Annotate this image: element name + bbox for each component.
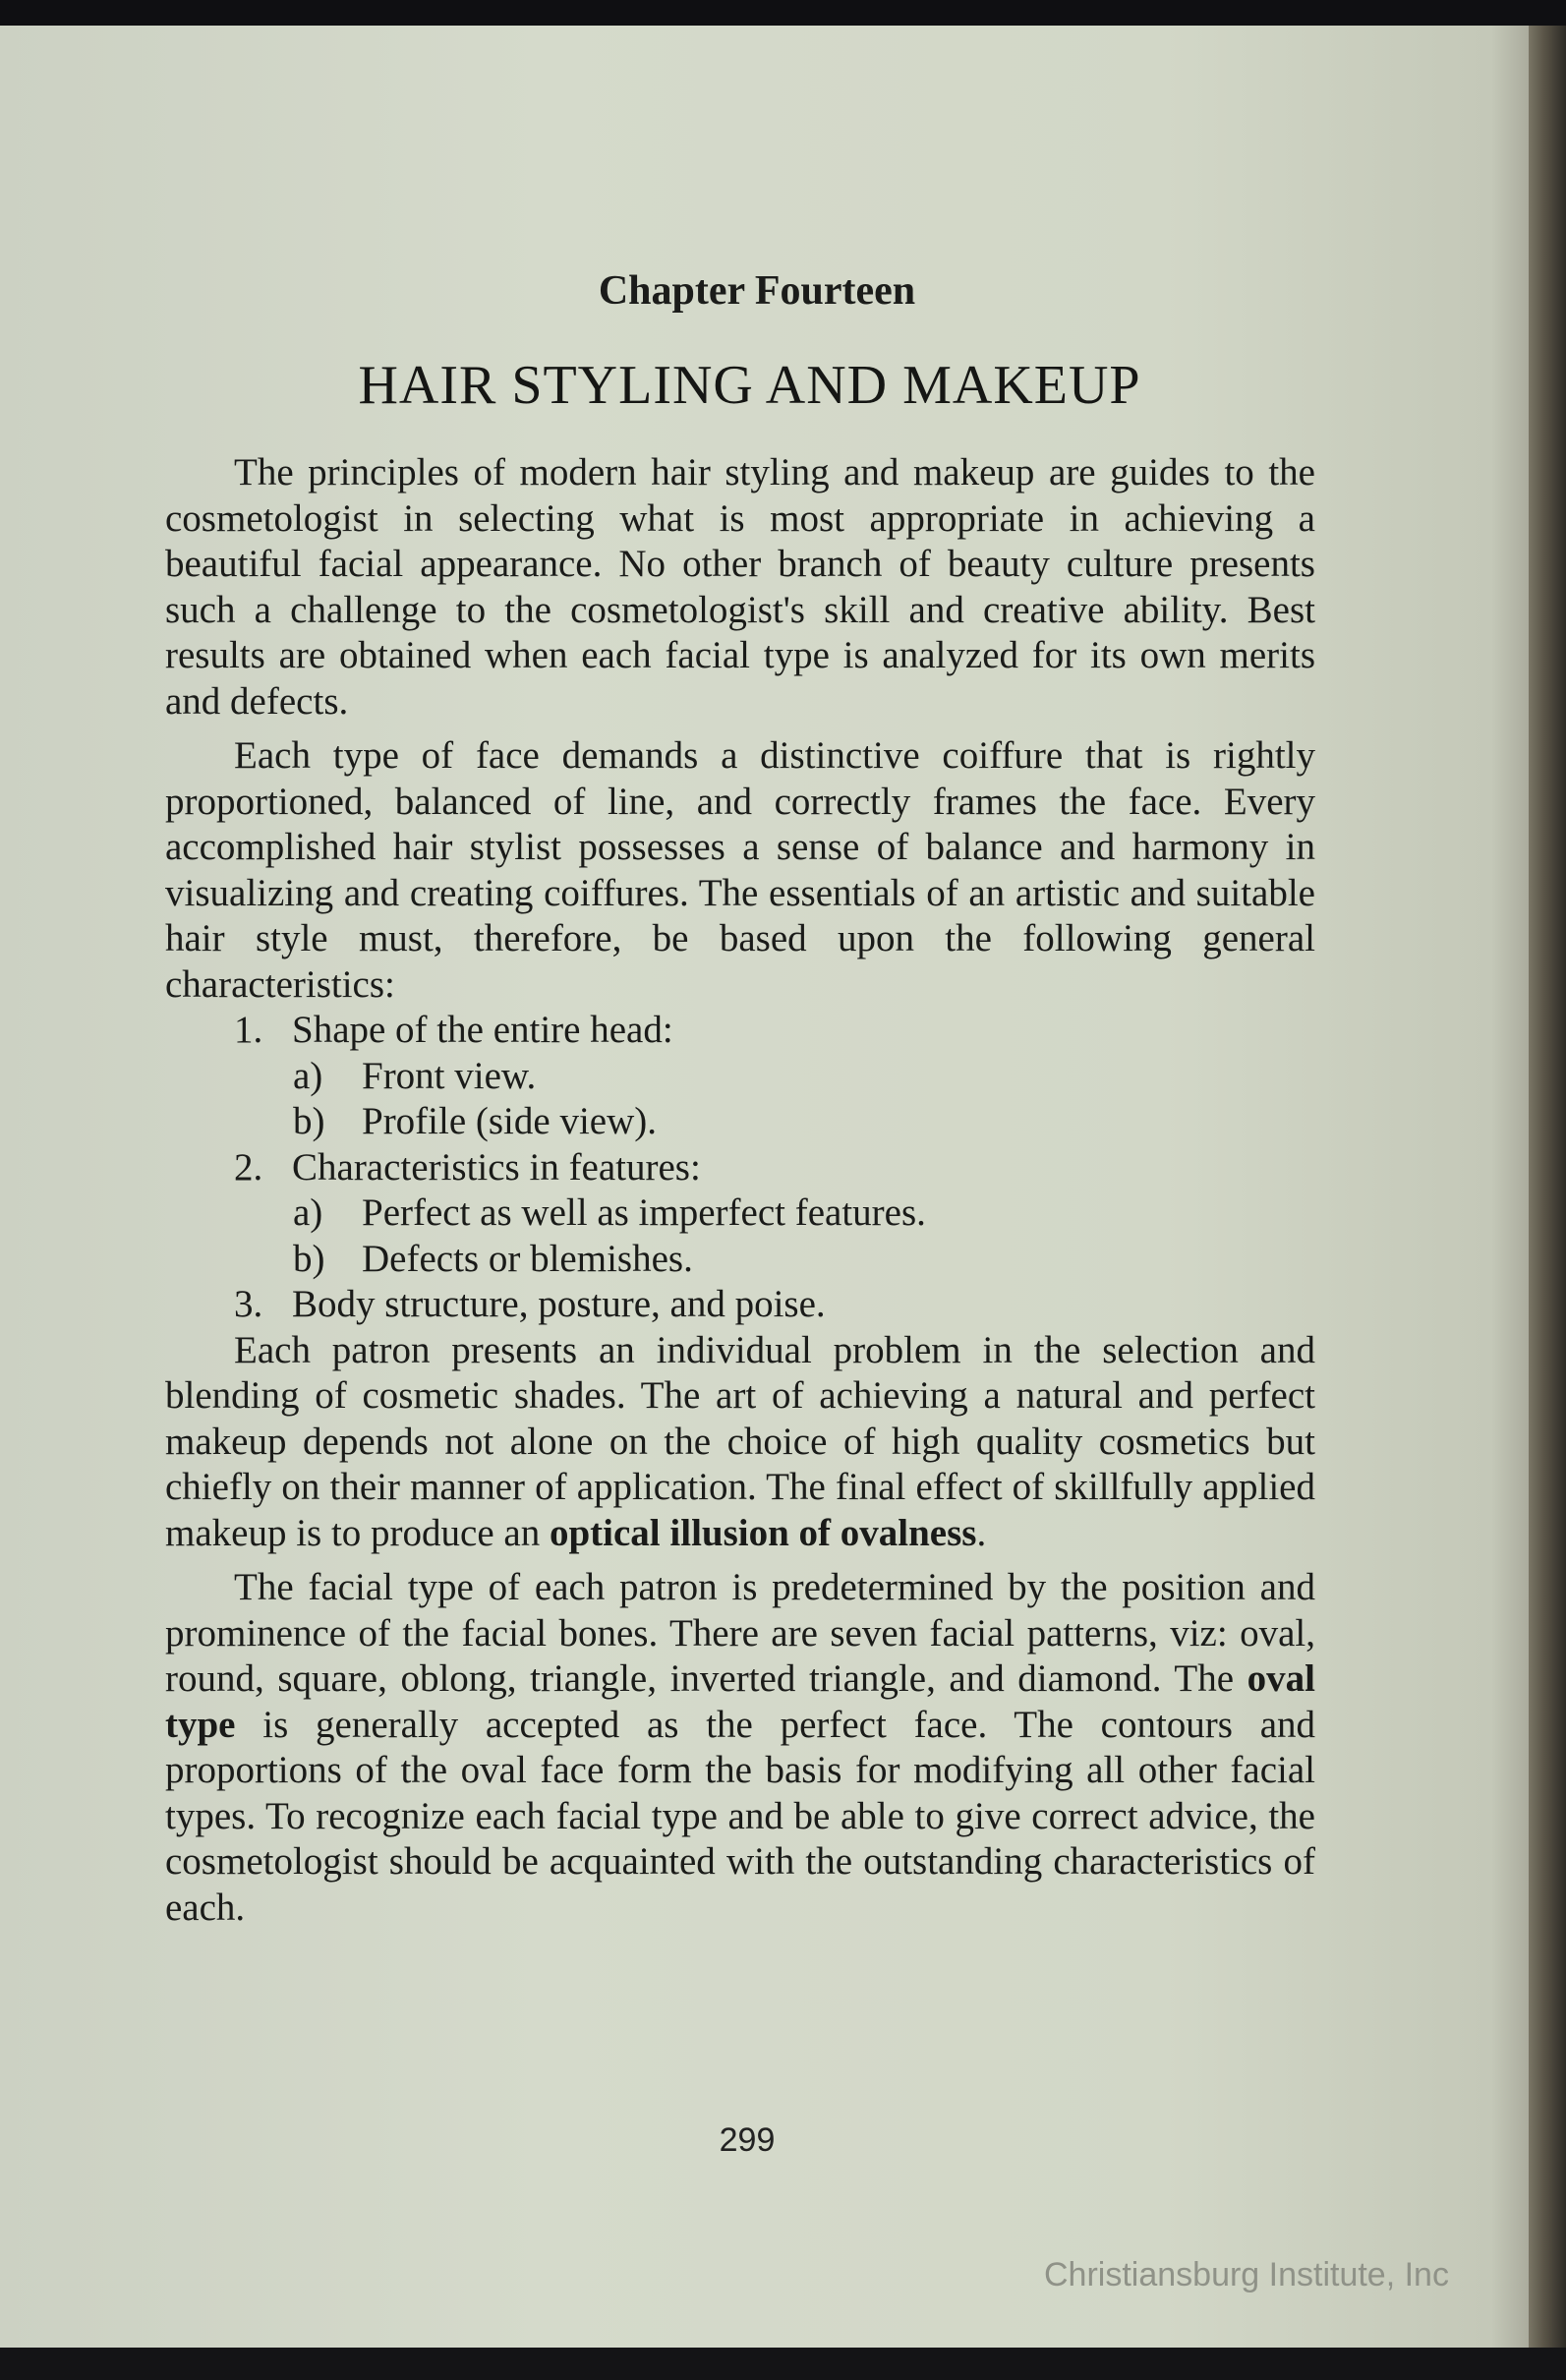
sub-list-letter: a) [293,1054,323,1097]
list-number: 2. [234,1145,263,1189]
list-text: Characteristics in features: [292,1145,701,1189]
list-text: Body structure, posture, and poise. [292,1283,826,1325]
scan-border-top [0,0,1566,26]
paragraph-4-before: The facial type of each patron is predetermined by the position and prominence of the facial bones. There are seven facial patterns, viz: oval, round, square, oblong, triangle, inverted triangle, and diamond. The [165,1566,1315,1700]
sub-list-text: Front view. [362,1054,537,1097]
sub-list-item [165,1190,1315,1237]
chapter-title: HAIR STYLING AND MAKEUP [358,355,1141,416]
list-item [165,1282,1315,1328]
paragraph-1: The principles of modern hair styling and makeup are guides to the cosmetologist in selecting what is most appropriate in achieving a beautiful facial appearance. No other branch of beauty culture presents such a challenge to the cosmetologist's skill and creative ability. Best results are obtained when each facial type is analyzed for its own merits and defects. [165,451,1315,723]
watermark: Christiansburg Institute, Inc [1044,2256,1449,2293]
sub-list-text: Perfect as well as imperfect features. [362,1191,926,1234]
sub-list-letter: b) [293,1100,325,1142]
list-number: 3. [234,1283,263,1325]
chapter-heading: Chapter Fourteen [598,268,916,314]
paragraph-3-bold: optical illusion of ovalness [549,1511,977,1554]
list-item [165,1145,1315,1191]
sub-list-letter: b) [293,1237,325,1280]
characteristics-list [165,1008,1315,1328]
sub-list-item [165,1237,1315,1283]
paragraph-3-end: . [976,1511,987,1554]
paragraph-4-bold: oval type [165,1657,1315,1746]
sub-list-item [165,1099,1315,1145]
paragraph-4-after: is generally accepted as the perfect face. The contours and proportions of the oval face form the basis for modifying all other facial types. To recognize each facial type and be able to give correct advice, the cosmetologist should be acquainted with the outstanding characteristics of each. [165,1703,1316,1929]
page-number: 299 [719,2121,776,2159]
sub-list-item [165,1054,1315,1100]
paragraph-3 [165,1328,1315,1557]
list-item [165,1008,1315,1054]
scan-border-bottom [0,2348,1566,2380]
paragraph-2: Each type of face demands a distinctive coiffure that is rightly proportioned, balanced of line, and correctly frames the face. Every accomplished hair stylist possesses a sense of balance and harmony in visualizing and creating coiffures. The essentials of an artistic and suitable hair style must, therefore, be based upon the following general characteristics: [165,734,1315,1006]
body-text [165,450,1315,1931]
sub-list-text: Profile (side view). [362,1100,658,1142]
sub-list-text: Defects or blemishes. [362,1237,693,1280]
paragraph-3-text: Each patron presents an individual problem in the selection and blending of cosmetic shades. The art of achieving a natural and perfect makeup depends not alone on the choice of high quality cosmetics but chiefly on their manner of application. The final effect of skillfully applied makeup is to produce an [165,1328,1315,1554]
book-spine-edge [1529,20,1566,2359]
paragraph-4 [165,1565,1315,1931]
list-text: Shape of the entire head: [292,1009,673,1051]
list-number: 1. [234,1009,263,1051]
sub-list-letter: a) [293,1191,323,1234]
